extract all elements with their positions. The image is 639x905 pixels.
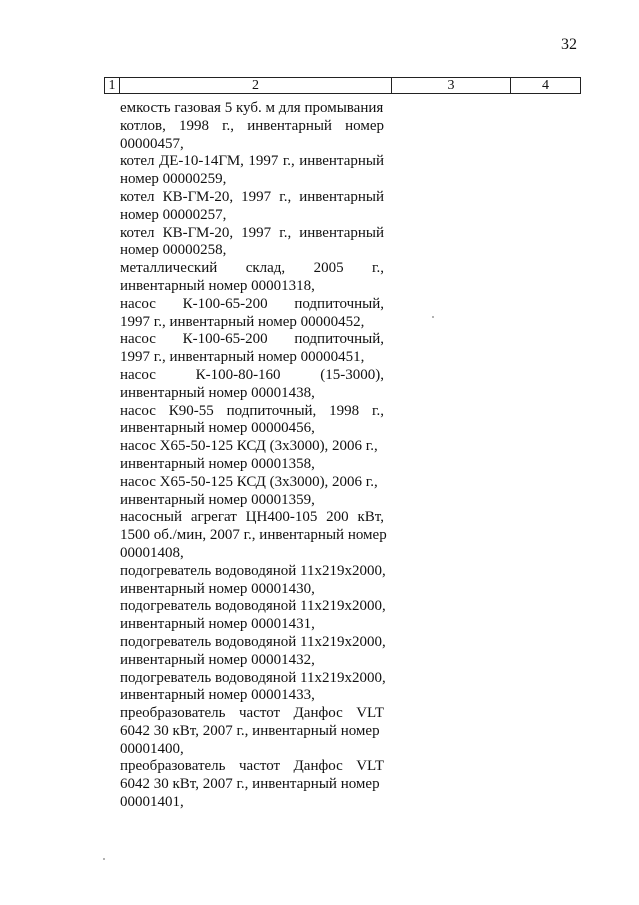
asset-entry-line: инвентарный номер 00001431, [120, 616, 315, 633]
asset-entry-line: номер 00000257, [120, 206, 227, 223]
asset-entry-line: подогреватель водоводяной 11х219х2000, [120, 633, 386, 650]
asset-entry-line: насос Х65-50-125 КСД (3х3000), 2006 г., [120, 438, 378, 455]
asset-entry-line: номер 00000258, [120, 242, 227, 259]
asset-entry [120, 331, 384, 367]
asset-entry-line: насос К90-55 подпиточный, 1998 г., [120, 402, 384, 419]
asset-entry [120, 438, 384, 474]
asset-entry [120, 758, 384, 811]
asset-entry-line: котел КВ-ГМ-20, 1997 г., инвентарный [120, 188, 384, 205]
asset-entry-line: 1500 об./мин, 2007 г., инвентарный номер [120, 527, 387, 544]
asset-entry [120, 100, 384, 153]
asset-entry-line: номер 00000259, [120, 171, 227, 188]
asset-entry-line: инвентарный номер 00001430, [120, 580, 315, 597]
asset-entry-line: насос К-100-65-200 подпиточный, [120, 331, 384, 348]
asset-entry [120, 225, 384, 261]
asset-entry [120, 189, 384, 225]
column-header-3: 3 [392, 78, 511, 94]
asset-entry-line: подогреватель водоводяной 11х219х2000, [120, 598, 386, 615]
asset-entry-line: инвентарный номер 00001318, [120, 277, 315, 294]
asset-entry [120, 598, 384, 634]
asset-entry-line: преобразователь частот Данфос VLT [120, 758, 384, 775]
asset-entry-line: 1997 г., инвентарный номер 00000451, [120, 349, 365, 366]
scan-speck [103, 858, 105, 860]
asset-entry-line: инвентарный номер 00000456, [120, 420, 315, 437]
asset-entry-line: преобразователь частот Данфос VLT [120, 705, 384, 722]
asset-entry-line: подогреватель водоводяной 11х219х2000, [120, 562, 386, 579]
asset-entry [120, 403, 384, 439]
asset-entry-line: 6042 30 кВт, 2007 г., инвентарный номер [120, 722, 380, 739]
asset-entry-line: 1997 г., инвентарный номер 00000452, [120, 313, 365, 330]
asset-entry [120, 670, 384, 706]
asset-entry-line: 00001400, [120, 740, 184, 757]
asset-entry-line: инвентарный номер 00001359, [120, 491, 315, 508]
asset-entry-line: инвентарный номер 00001433, [120, 687, 315, 704]
asset-entry-line: котел ДЕ-10-14ГМ, 1997 г., инвентарный [120, 153, 384, 170]
column-header-table [104, 77, 581, 94]
asset-entry [120, 367, 384, 403]
column-header-row [105, 78, 581, 94]
asset-entry-line: инвентарный номер 00001358, [120, 455, 315, 472]
asset-entry-line: емкость газовая 5 куб. м для промывания [120, 100, 384, 116]
column-header-1: 1 [105, 78, 120, 94]
asset-entry-line: 00001401, [120, 794, 184, 811]
asset-entry [120, 260, 384, 296]
asset-entry [120, 705, 384, 758]
asset-entry-line: инвентарный номер 00001438, [120, 384, 315, 401]
column-header-4: 4 [511, 78, 581, 94]
scan-speck [432, 316, 434, 318]
asset-entry [120, 474, 384, 510]
asset-entry [120, 296, 384, 332]
asset-entry-line: инвентарный номер 00001432, [120, 651, 315, 668]
asset-entry [120, 509, 387, 562]
asset-entry-line: насосный агрегат ЦН400-105 200 кВт, [120, 509, 384, 526]
asset-entry [120, 563, 384, 599]
column-header-2: 2 [120, 78, 392, 94]
asset-entry-line: котлов, 1998 г., инвентарный номер [120, 117, 384, 134]
asset-entry-line: котел КВ-ГМ-20, 1997 г., инвентарный [120, 224, 384, 241]
asset-entry-line: насос К-100-80-160 (15-3000), [120, 366, 384, 383]
asset-entry-line: 6042 30 кВт, 2007 г., инвентарный номер [120, 776, 380, 793]
asset-entry-line: насос К-100-65-200 подпиточный, [120, 295, 384, 312]
asset-entry-line: подогреватель водоводяной 11х219х2000, [120, 669, 386, 686]
page-number: 32 [561, 36, 577, 53]
asset-entry [120, 153, 384, 189]
asset-entry-line: 00000457, [120, 135, 184, 152]
asset-entry-line: 00001408, [120, 544, 184, 561]
asset-list [120, 100, 387, 812]
asset-entry-line: насос Х65-50-125 КСД (3х3000), 2006 г., [120, 473, 378, 490]
asset-entry [120, 634, 384, 670]
asset-entry-line: металлический склад, 2005 г., [120, 260, 384, 277]
